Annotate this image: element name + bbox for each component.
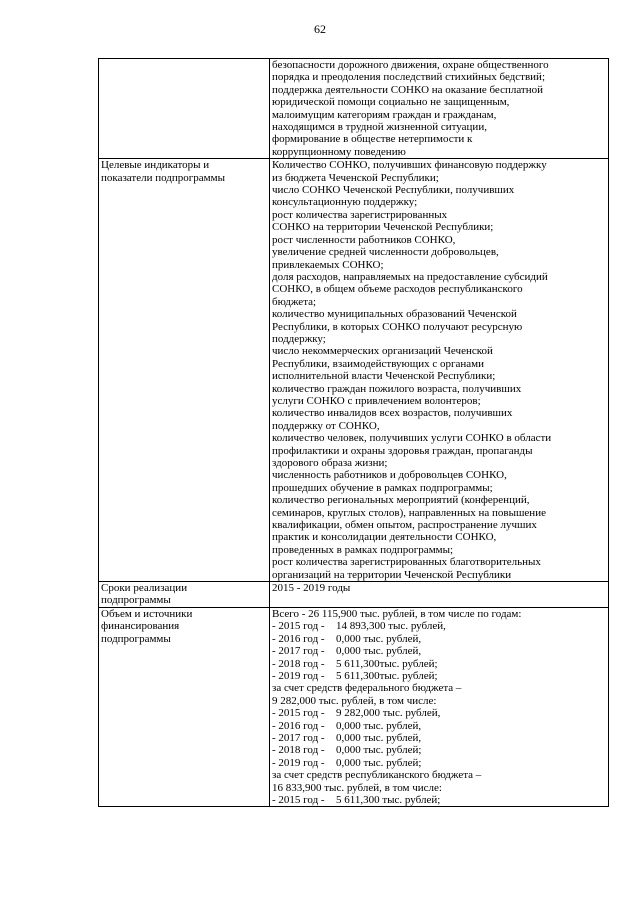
row-content-line: количество региональных мероприятий (конференций, bbox=[272, 494, 530, 507]
row-content-line: консультационную поддержку; bbox=[272, 196, 418, 209]
table-row bbox=[99, 59, 609, 159]
finance-year: - 2016 год - bbox=[272, 632, 325, 645]
finance-year: - 2015 год - bbox=[272, 707, 325, 720]
passport-table bbox=[98, 58, 609, 807]
finance-amount: 0,000 тыс. рублей, bbox=[336, 645, 422, 658]
row-label-line: Целевые индикаторы и bbox=[101, 159, 210, 172]
row-content-line: поддержку от СОНКО, bbox=[272, 419, 380, 432]
row-content-line: квалификации, обмен опытом, распространение лучших bbox=[272, 519, 537, 532]
finance-amount: 0,000 тыс. рублей; bbox=[336, 744, 422, 757]
finance-regional-year-line bbox=[272, 794, 606, 806]
row-content-line: количество граждан пожилого возраста, получивших bbox=[272, 382, 522, 395]
row-label-line: Сроки реализации bbox=[101, 582, 188, 595]
row-content-line: бюджета; bbox=[272, 295, 317, 308]
row-content-cell bbox=[270, 59, 609, 159]
finance-federal-year-line bbox=[272, 732, 606, 744]
row-content-line: малоимущим категориям граждан и гражданам, bbox=[272, 108, 497, 121]
row-content-line: количество инвалидов всех возрастов, получивших bbox=[272, 407, 513, 420]
finance-amount: 0,000 тыс. рублей, bbox=[336, 719, 422, 732]
row-content-line: юридической помощи социально не защищенным, bbox=[272, 96, 510, 109]
row-label-line: финансирования bbox=[101, 620, 180, 633]
row-content-line: Республики, взаимодействующих с органами bbox=[272, 357, 484, 370]
table-row bbox=[99, 582, 609, 608]
table-row bbox=[99, 159, 609, 582]
row-label-cell bbox=[99, 59, 270, 159]
row-content-line: 2015 - 2019 годы bbox=[272, 582, 351, 595]
page-number: 62 bbox=[314, 22, 326, 36]
finance-year: - 2019 год - bbox=[272, 669, 325, 682]
row-content-line: проведенных в рамках подпрограммы; bbox=[272, 543, 454, 556]
row-content-line: численность работников и добровольцев СОНКО, bbox=[272, 469, 507, 482]
finance-federal-year-line bbox=[272, 720, 606, 732]
row-content-line: поддержка деятельности СОНКО на оказание бесплатной bbox=[272, 83, 544, 96]
finance-year: - 2017 год - bbox=[272, 645, 325, 658]
row-label-cell bbox=[99, 582, 270, 608]
finance-total-year-line bbox=[272, 645, 606, 657]
row-content-line: формирование в обществе нетерпимости к bbox=[272, 133, 473, 146]
row-content-line: привлекаемых СОНКО; bbox=[272, 258, 384, 271]
finance-federal-heading: 9 282,000 тыс. рублей, в том числе: bbox=[272, 694, 437, 707]
row-content-line: увеличение средней численности добровольцев, bbox=[272, 246, 499, 259]
row-content-line: из бюджета Чеченской Республики; bbox=[272, 171, 439, 184]
finance-regional-heading: 16 833,900 тыс. рублей, в том числе: bbox=[272, 781, 442, 794]
finance-year: - 2019 год - bbox=[272, 756, 325, 769]
row-content-line: рост количества зарегистрированных благотворительных bbox=[272, 556, 541, 569]
row-content-line: порядка и преодоления последствий стихийных бедствий; bbox=[272, 71, 545, 84]
row-label-line: Объем и источники bbox=[101, 607, 193, 620]
finance-amount: 0,000 тыс. рублей, bbox=[336, 632, 422, 645]
row-label-cell bbox=[99, 159, 270, 582]
row-content-line: практик и консолидации деятельности СОНКО, bbox=[272, 531, 497, 544]
row-content-line: Количество СОНКО, получивших финансовую поддержку bbox=[272, 159, 547, 172]
finance-year: - 2015 год - bbox=[272, 620, 325, 633]
row-content-line: организаций на территории Чеченской Республики bbox=[272, 568, 512, 581]
row-content-line: количество человек, получивших услуги СОНКО в области bbox=[272, 432, 552, 445]
row-content-line: безопасности дорожного движения, охране общественного bbox=[272, 59, 549, 71]
row-content-line: СОНКО, в общем объеме расходов республиканского bbox=[272, 283, 523, 296]
row-label-line: подпрограммы bbox=[101, 594, 171, 607]
finance-amount: 0,000 тыс. рублей, bbox=[336, 731, 422, 744]
row-content-cell bbox=[270, 159, 609, 582]
finance-total-year-line bbox=[272, 670, 606, 682]
finance-amount: 5 611,300тыс. рублей; bbox=[336, 669, 438, 682]
row-content-line: семинаров, круглых столов), направленных на повышение bbox=[272, 506, 546, 519]
finance-federal-year-line bbox=[272, 757, 606, 769]
finance-year: - 2018 год - bbox=[272, 744, 325, 757]
row-content-line: находящимся в трудной жизненной ситуации, bbox=[272, 121, 487, 134]
finance-total-year-line bbox=[272, 658, 606, 670]
finance-amount: 9 282,000 тыс. рублей, bbox=[336, 707, 441, 720]
finance-federal-year-line bbox=[272, 744, 606, 756]
row-content-line: число СОНКО Чеченской Республики, получивших bbox=[272, 184, 515, 197]
row-content-line: коррупционному поведению bbox=[272, 145, 406, 158]
finance-year: - 2018 год - bbox=[272, 657, 325, 670]
finance-year: - 2017 год - bbox=[272, 731, 325, 744]
row-content-line: услуги СОНКО с привлечением волонтеров; bbox=[272, 394, 481, 407]
row-content-line: исполнительной власти Чеченской Республики; bbox=[272, 370, 496, 383]
finance-amount: 0,000 тыс. рублей; bbox=[336, 756, 422, 769]
row-content-line: рост количества зарегистрированных bbox=[272, 208, 448, 221]
finance-total-year-line bbox=[272, 633, 606, 645]
finance-amount: 5 611,300 тыс. рублей; bbox=[336, 793, 441, 806]
row-content-line: количество муниципальных образований Чеченской bbox=[272, 308, 517, 321]
finance-federal-heading: за счет средств федерального бюджета – bbox=[272, 682, 462, 695]
table-row-finance bbox=[99, 607, 609, 807]
row-content-line: число некоммерческих организаций Чеченской bbox=[272, 345, 493, 358]
row-content-line: поддержку; bbox=[272, 332, 326, 345]
row-content-cell bbox=[270, 582, 609, 608]
row-content-line: Республики, в которых СОНКО получают ресурсную bbox=[272, 320, 523, 333]
finance-amount: 5 611,300тыс. рублей; bbox=[336, 657, 438, 670]
row-label-cell bbox=[99, 607, 270, 807]
finance-federal-year-line bbox=[272, 707, 606, 719]
finance-content-cell bbox=[270, 607, 609, 807]
row-content-line: СОНКО на территории Чеченской Республики; bbox=[272, 221, 494, 234]
table-body bbox=[99, 59, 609, 807]
finance-amount: 14 893,300 тыс. рублей, bbox=[336, 620, 446, 633]
row-content-line: здорового образа жизни; bbox=[272, 457, 388, 469]
finance-year: - 2016 год - bbox=[272, 719, 325, 732]
finance-regional-heading: за счет средств республиканского бюджета – bbox=[272, 769, 482, 782]
row-label-line: показатели подпрограммы bbox=[101, 171, 225, 184]
finance-total-line: Всего - 26 115,900 тыс. рублей, в том числе по годам: bbox=[272, 607, 522, 620]
row-content-line: прошедших обучение в рамках подпрограммы; bbox=[272, 481, 493, 494]
row-content-line: рост численности работников СОНКО, bbox=[272, 233, 456, 246]
row-content-line: профилактики и охраны здоровья граждан, пропаганды bbox=[272, 444, 533, 457]
finance-total-year-line bbox=[272, 620, 606, 632]
finance-year: - 2015 год - bbox=[272, 793, 325, 806]
row-content-line: доля расходов, направляемых на предоставление субсидий bbox=[272, 270, 548, 283]
row-label-line: подпрограммы bbox=[101, 632, 171, 645]
